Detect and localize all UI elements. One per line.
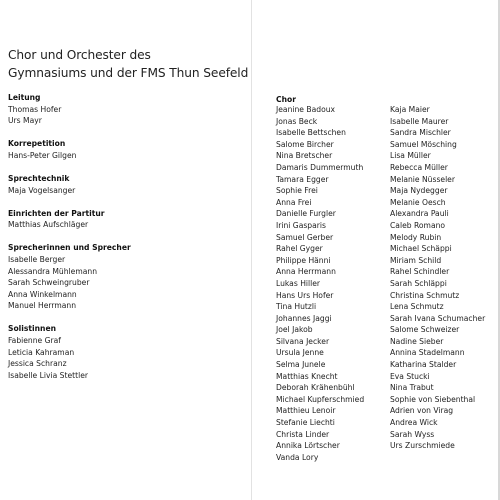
choir-member: Joel Jakob: [276, 325, 313, 335]
choir-member: Annika Lörtscher: [276, 441, 340, 451]
choir-member: Adrien von Virag: [390, 406, 454, 416]
role-section: [8, 208, 131, 231]
choir-member: Philippe Hänni: [276, 255, 331, 265]
choir-member: Miriam Schild: [390, 255, 442, 265]
choir-member: Johannes Jaggi: [276, 313, 332, 323]
role-section: [8, 173, 131, 196]
chor-column-2: [390, 104, 485, 452]
header-line-1: Chor und Orchester des: [8, 48, 151, 62]
choir-member: Anna Herrmann: [276, 267, 336, 277]
choir-member: Samuel Gerber: [276, 232, 334, 242]
role-section: [8, 92, 131, 127]
person-name: Matthias Aufschläger: [8, 220, 89, 230]
choir-member: Salome Bircher: [276, 139, 334, 149]
role-section: [8, 323, 131, 381]
person-name: Hans-Peter Gilgen: [8, 150, 77, 160]
person-name: Alessandra Mühlemann: [8, 266, 98, 276]
choir-member: Nina Trabut: [390, 383, 434, 393]
person-name: Leticia Kahraman: [8, 347, 75, 357]
choir-member: Silvana Jecker: [276, 336, 330, 346]
person-name: Thomas Hofer: [8, 104, 62, 114]
choir-member: Selma Junele: [276, 360, 326, 370]
roles-list: [8, 92, 131, 393]
choir-member: Ursula Jenne: [276, 348, 324, 358]
role-title: Solistinnen: [8, 324, 57, 334]
role-title: Einrichten der Partitur: [8, 208, 105, 218]
choir-member: Matthias Knecht: [276, 371, 338, 381]
choir-member: Nadine Sieber: [390, 336, 444, 346]
choir-member: Vanda Lory: [276, 452, 319, 462]
role-title: Korrepetition: [8, 139, 66, 149]
choir-member: Maja Nydegger: [390, 186, 448, 196]
person-name: Anna Winkelmann: [8, 289, 77, 299]
person-name: Isabelle Livia Stettler: [8, 370, 88, 380]
choir-member: Andrea Wick: [390, 418, 438, 428]
choir-member: Melanie Nüsseler: [390, 174, 455, 184]
choir-member: Salome Schweizer: [390, 325, 460, 335]
choir-member: Eva Stucki: [390, 371, 430, 381]
person-name: Urs Mayr: [8, 116, 42, 126]
choir-member: Michael Kupferschmied: [276, 394, 365, 404]
chor-heading: Chor: [276, 95, 296, 104]
choir-member: Rahel Schindler: [390, 267, 450, 277]
role-title: Sprechtechnik: [8, 173, 70, 183]
person-name: Fabienne Graf: [8, 336, 61, 345]
person-name: Isabelle Berger: [8, 254, 66, 264]
choir-member: Isabelle Bettschen: [276, 128, 346, 138]
choir-member: Deborah Krähenbühl: [276, 383, 355, 393]
choir-member: Sandra Mischler: [390, 128, 451, 138]
choir-member: Melody Rubin: [390, 232, 442, 242]
choir-member: Lena Schmutz: [390, 302, 444, 312]
choir-member: Tamara Egger: [276, 174, 329, 184]
person-name: Maja Vogelsanger: [8, 185, 76, 195]
choir-member: Alexandra Pauli: [390, 209, 449, 219]
choir-member: Jeanine Badoux: [276, 105, 336, 114]
chor-column-1: [276, 104, 364, 463]
role-section: [8, 242, 131, 312]
choir-member: Damaris Dummermuth: [276, 162, 364, 172]
choir-member: Urs Zurschmiede: [390, 441, 455, 451]
program-header: [8, 46, 248, 82]
role-title: Sprecherinnen und Sprecher: [8, 243, 131, 253]
role-section: [8, 138, 131, 161]
choir-member: Sarah Wyss: [390, 429, 435, 439]
choir-member: Rebecca Müller: [390, 162, 448, 172]
choir-member: Stefanie Liechti: [276, 418, 335, 428]
choir-member: Sophie von Siebenthal: [390, 394, 476, 404]
choir-member: Tina Hutzli: [276, 302, 317, 312]
person-name: Jessica Schranz: [8, 359, 67, 369]
choir-member: Christa Linder: [276, 429, 330, 439]
role-title: Leitung: [8, 93, 41, 102]
choir-member: Sarah Schläppi: [390, 278, 447, 288]
choir-member: Irini Gasparis: [276, 220, 326, 230]
choir-member: Matthieu Lenoir: [276, 406, 336, 416]
choir-member: Annina Stadelmann: [390, 348, 465, 358]
choir-member: Danielle Furgler: [276, 209, 336, 219]
choir-member: Isabelle Maurer: [390, 116, 449, 126]
choir-member: Samuel Mösching: [390, 139, 457, 149]
choir-member: Michael Schäppi: [390, 244, 452, 254]
choir-member: Nina Bretscher: [276, 151, 333, 161]
choir-member: Sarah Ivana Schumacher: [390, 313, 486, 323]
choir-member: Melanie Oesch: [390, 197, 446, 207]
choir-member: Lisa Müller: [390, 151, 431, 161]
choir-member: Katharina Stalder: [390, 360, 457, 370]
choir-member: Caleb Romano: [390, 220, 446, 230]
choir-member: Sophie Frei: [276, 186, 318, 196]
header-line-2: Gymnasiums und der FMS Thun Seefeld: [8, 66, 249, 80]
choir-member: Hans Urs Hofer: [276, 290, 334, 300]
choir-member: Kaja Maier: [390, 105, 430, 114]
right-page: [252, 0, 500, 500]
choir-member: Jonas Beck: [276, 116, 318, 126]
person-name: Manuel Herrmann: [8, 301, 77, 311]
person-name: Sarah Schweingruber: [8, 278, 90, 288]
choir-member: Christina Schmutz: [390, 290, 460, 300]
choir-member: Anna Frei: [276, 197, 312, 207]
choir-member: Lukas Hiller: [276, 278, 321, 288]
choir-member: Rahel Gyger: [276, 244, 323, 254]
